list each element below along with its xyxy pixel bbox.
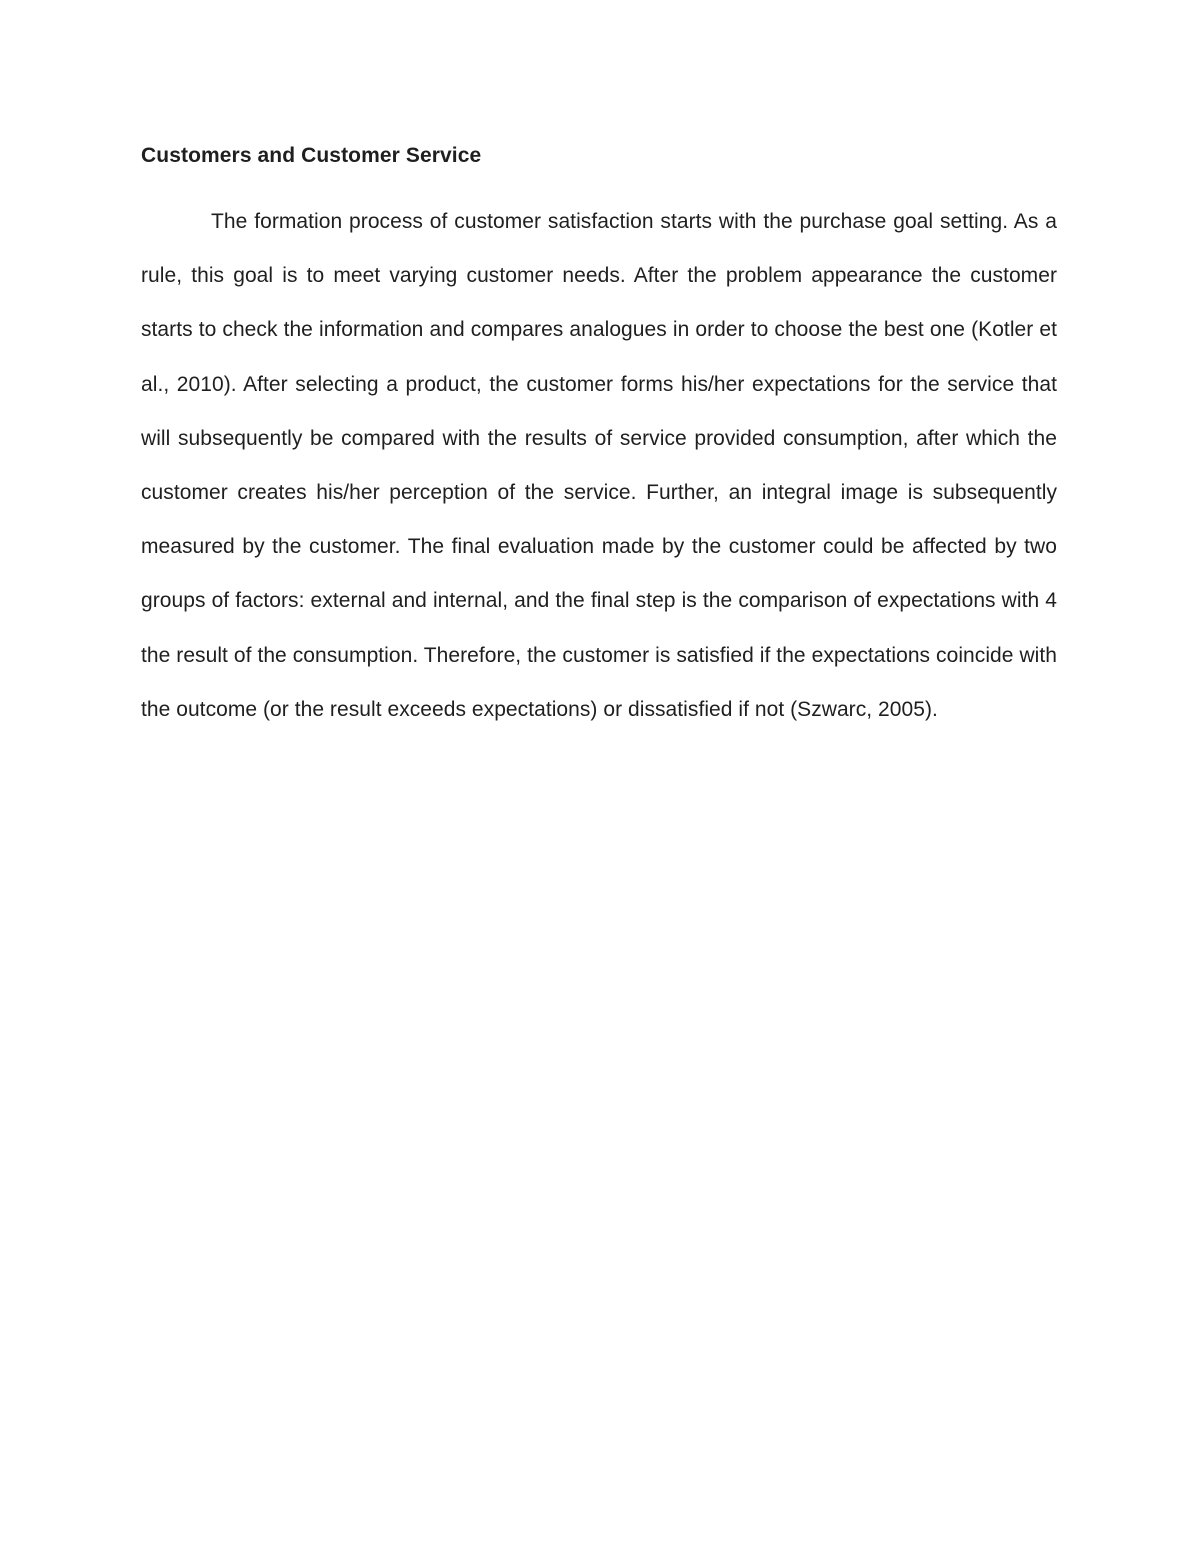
body-paragraph: The formation process of customer satisfaction starts with the purchase goal setting. As a rule, this goal is to meet varying customer needs. After the problem appearance the customer starts to check the information and compares analogues in order to choose the best one (Kotler et al., 2010). After selecting a product, the customer forms his/her expectations for the service that will subsequently be compared with the results of service provided consumption, after which the customer creates his/her perception of the service. Further, an integral image is subsequently measured by the customer. The final evaluation made by the customer could be affected by two groups of factors: external and internal, and the final step is the comparison of expectations with 4 the result of the consumption. Therefore, the customer is satisfied if the expectations coincide with the outcome (or the result exceeds expectations) or dissatisfied if not (Szwarc, 2005). [141,210,1057,721]
page-content [141,141,1057,737]
section-heading: Customers and Customer Service [141,144,482,167]
